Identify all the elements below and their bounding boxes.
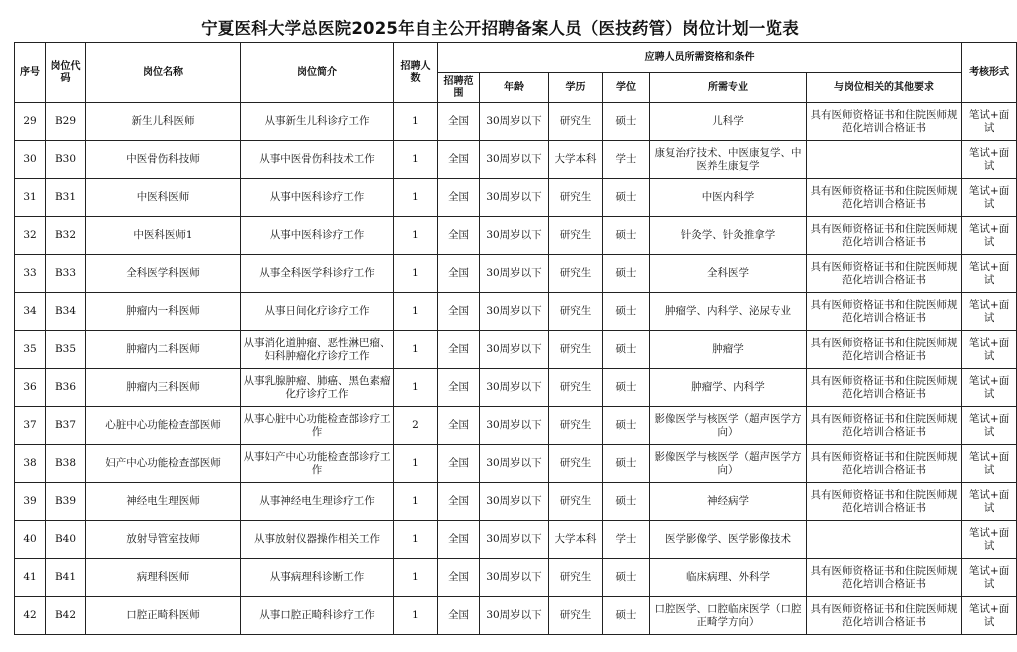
cell-intro: 从事病理科诊断工作 (241, 559, 394, 597)
cell-scope: 全国 (438, 369, 480, 407)
cell-age: 30周岁以下 (480, 331, 549, 369)
cell-intro: 从事神经电生理诊疗工作 (241, 483, 394, 521)
cell-code: B39 (46, 483, 86, 521)
cell-age: 30周岁以下 (480, 255, 549, 293)
cell-education: 研究生 (549, 559, 603, 597)
cell-age: 30周岁以下 (480, 407, 549, 445)
cell-other: 具有医师资格证书和住院医师规范化培训合格证书 (807, 597, 962, 635)
table-row (15, 255, 1017, 293)
cell-exam: 笔试+面试 (962, 445, 1017, 483)
cell-major: 康复治疗技术、中医康复学、中医养生康复学 (650, 141, 807, 179)
cell-intro: 从事乳腺肿瘤、肺癌、黑色素瘤化疗诊疗工作 (241, 369, 394, 407)
cell-degree: 硕士 (603, 255, 650, 293)
header-code: 岗位代码 (46, 43, 86, 103)
cell-intro: 从事日间化疗诊疗工作 (241, 293, 394, 331)
cell-major: 口腔医学、口腔临床医学（口腔正畸学方向） (650, 597, 807, 635)
cell-degree: 硕士 (603, 407, 650, 445)
cell-name: 心脏中心功能检查部医师 (86, 407, 241, 445)
cell-name: 放射导管室技师 (86, 521, 241, 559)
table-row (15, 407, 1017, 445)
cell-education: 研究生 (549, 407, 603, 445)
table-header-row (15, 43, 1017, 73)
cell-major: 儿科学 (650, 103, 807, 141)
cell-seq: 37 (15, 407, 46, 445)
cell-scope: 全国 (438, 597, 480, 635)
cell-other: 具有医师资格证书和住院医师规范化培训合格证书 (807, 331, 962, 369)
cell-exam: 笔试+面试 (962, 369, 1017, 407)
cell-education: 研究生 (549, 483, 603, 521)
cell-seq: 34 (15, 293, 46, 331)
cell-major: 肿瘤学、内科学、泌尿专业 (650, 293, 807, 331)
cell-other (807, 141, 962, 179)
cell-name: 全科医学科医师 (86, 255, 241, 293)
cell-age: 30周岁以下 (480, 217, 549, 255)
cell-scope: 全国 (438, 331, 480, 369)
cell-count: 1 (394, 369, 438, 407)
table-row (15, 331, 1017, 369)
position-plan-table (14, 42, 1017, 635)
cell-major: 中医内科学 (650, 179, 807, 217)
cell-name: 肿瘤内三科医师 (86, 369, 241, 407)
table-row (15, 141, 1017, 179)
cell-age: 30周岁以下 (480, 597, 549, 635)
cell-major: 医学影像学、医学影像技术 (650, 521, 807, 559)
cell-intro: 从事全科医学科诊疗工作 (241, 255, 394, 293)
table-row (15, 559, 1017, 597)
cell-age: 30周岁以下 (480, 293, 549, 331)
cell-name: 中医科医师1 (86, 217, 241, 255)
cell-exam: 笔试+面试 (962, 597, 1017, 635)
cell-count: 1 (394, 483, 438, 521)
cell-other: 具有医师资格证书和住院医师规范化培训合格证书 (807, 369, 962, 407)
cell-degree: 学士 (603, 521, 650, 559)
cell-other: 具有医师资格证书和住院医师规范化培训合格证书 (807, 445, 962, 483)
cell-code: B29 (46, 103, 86, 141)
table-row (15, 597, 1017, 635)
cell-intro: 从事中医科诊疗工作 (241, 217, 394, 255)
cell-education: 研究生 (549, 255, 603, 293)
cell-seq: 29 (15, 103, 46, 141)
cell-name: 中医科医师 (86, 179, 241, 217)
cell-exam: 笔试+面试 (962, 179, 1017, 217)
cell-seq: 40 (15, 521, 46, 559)
cell-code: B34 (46, 293, 86, 331)
cell-major: 肿瘤学 (650, 331, 807, 369)
cell-exam: 笔试+面试 (962, 559, 1017, 597)
cell-exam: 笔试+面试 (962, 293, 1017, 331)
cell-code: B40 (46, 521, 86, 559)
cell-seq: 35 (15, 331, 46, 369)
cell-seq: 39 (15, 483, 46, 521)
header-seq: 序号 (15, 43, 46, 103)
cell-major: 影像医学与核医学（超声医学方向） (650, 445, 807, 483)
cell-major: 肿瘤学、内科学 (650, 369, 807, 407)
cell-count: 1 (394, 597, 438, 635)
cell-scope: 全国 (438, 521, 480, 559)
cell-count: 1 (394, 445, 438, 483)
cell-name: 病理科医师 (86, 559, 241, 597)
table-row (15, 521, 1017, 559)
cell-exam: 笔试+面试 (962, 331, 1017, 369)
cell-intro: 从事新生儿科诊疗工作 (241, 103, 394, 141)
cell-other (807, 521, 962, 559)
cell-degree: 硕士 (603, 331, 650, 369)
cell-name: 妇产中心功能检查部医师 (86, 445, 241, 483)
cell-intro: 从事心脏中心功能检查部诊疗工作 (241, 407, 394, 445)
cell-other: 具有医师资格证书和住院医师规范化培训合格证书 (807, 483, 962, 521)
cell-code: B35 (46, 331, 86, 369)
cell-count: 1 (394, 141, 438, 179)
header-intro: 岗位简介 (241, 43, 394, 103)
cell-count: 1 (394, 217, 438, 255)
header-age: 年龄 (480, 73, 549, 103)
table-row (15, 369, 1017, 407)
page-title: 宁夏医科大学总医院2025年自主公开招聘备案人员（医技药管）岗位计划一览表 (201, 19, 799, 38)
cell-count: 1 (394, 559, 438, 597)
cell-other: 具有医师资格证书和住院医师规范化培训合格证书 (807, 407, 962, 445)
cell-age: 30周岁以下 (480, 369, 549, 407)
cell-major: 针灸学、针灸推拿学 (650, 217, 807, 255)
cell-degree: 学士 (603, 141, 650, 179)
cell-name: 中医骨伤科技师 (86, 141, 241, 179)
cell-seq: 30 (15, 141, 46, 179)
header-count: 招聘人数 (394, 43, 438, 103)
cell-exam: 笔试+面试 (962, 103, 1017, 141)
cell-other: 具有医师资格证书和住院医师规范化培训合格证书 (807, 293, 962, 331)
cell-degree: 硕士 (603, 559, 650, 597)
cell-code: B31 (46, 179, 86, 217)
cell-major: 全科医学 (650, 255, 807, 293)
cell-code: B38 (46, 445, 86, 483)
cell-name: 肿瘤内二科医师 (86, 331, 241, 369)
header-education: 学历 (549, 73, 603, 103)
cell-exam: 笔试+面试 (962, 141, 1017, 179)
cell-degree: 硕士 (603, 217, 650, 255)
cell-code: B41 (46, 559, 86, 597)
cell-education: 大学本科 (549, 141, 603, 179)
table-row (15, 217, 1017, 255)
cell-education: 研究生 (549, 217, 603, 255)
cell-seq: 38 (15, 445, 46, 483)
cell-other: 具有医师资格证书和住院医师规范化培训合格证书 (807, 179, 962, 217)
cell-scope: 全国 (438, 483, 480, 521)
cell-seq: 32 (15, 217, 46, 255)
cell-age: 30周岁以下 (480, 179, 549, 217)
cell-code: B42 (46, 597, 86, 635)
cell-name: 肿瘤内一科医师 (86, 293, 241, 331)
cell-age: 30周岁以下 (480, 559, 549, 597)
cell-name: 新生儿科医师 (86, 103, 241, 141)
cell-intro: 从事放射仪器操作相关工作 (241, 521, 394, 559)
cell-other: 具有医师资格证书和住院医师规范化培训合格证书 (807, 217, 962, 255)
cell-count: 2 (394, 407, 438, 445)
cell-intro: 从事妇产中心功能检查部诊疗工作 (241, 445, 394, 483)
cell-count: 1 (394, 331, 438, 369)
cell-major: 临床病理、外科学 (650, 559, 807, 597)
cell-degree: 硕士 (603, 597, 650, 635)
cell-intro: 从事中医科诊疗工作 (241, 179, 394, 217)
cell-name: 口腔正畸科医师 (86, 597, 241, 635)
cell-age: 30周岁以下 (480, 103, 549, 141)
cell-code: B30 (46, 141, 86, 179)
cell-age: 30周岁以下 (480, 141, 549, 179)
cell-education: 研究生 (549, 293, 603, 331)
cell-code: B36 (46, 369, 86, 407)
cell-other: 具有医师资格证书和住院医师规范化培训合格证书 (807, 255, 962, 293)
cell-other: 具有医师资格证书和住院医师规范化培训合格证书 (807, 103, 962, 141)
cell-age: 30周岁以下 (480, 483, 549, 521)
cell-education: 研究生 (549, 445, 603, 483)
cell-scope: 全国 (438, 255, 480, 293)
cell-major: 影像医学与核医学（超声医学方向） (650, 407, 807, 445)
cell-scope: 全国 (438, 217, 480, 255)
cell-scope: 全国 (438, 293, 480, 331)
cell-count: 1 (394, 521, 438, 559)
cell-scope: 全国 (438, 141, 480, 179)
cell-degree: 硕士 (603, 293, 650, 331)
cell-scope: 全国 (438, 445, 480, 483)
table-row (15, 103, 1017, 141)
header-degree: 学位 (603, 73, 650, 103)
cell-degree: 硕士 (603, 369, 650, 407)
cell-other: 具有医师资格证书和住院医师规范化培训合格证书 (807, 559, 962, 597)
cell-code: B32 (46, 217, 86, 255)
cell-age: 30周岁以下 (480, 521, 549, 559)
cell-scope: 全国 (438, 559, 480, 597)
cell-education: 研究生 (549, 179, 603, 217)
cell-seq: 31 (15, 179, 46, 217)
cell-exam: 笔试+面试 (962, 521, 1017, 559)
cell-count: 1 (394, 293, 438, 331)
header-other: 与岗位相关的其他要求 (807, 73, 962, 103)
cell-seq: 42 (15, 597, 46, 635)
cell-degree: 硕士 (603, 103, 650, 141)
cell-education: 研究生 (549, 597, 603, 635)
header-name: 岗位名称 (86, 43, 241, 103)
cell-education: 研究生 (549, 331, 603, 369)
cell-scope: 全国 (438, 179, 480, 217)
cell-intro: 从事消化道肿瘤、恶性淋巴瘤、妇科肿瘤化疗诊疗工作 (241, 331, 394, 369)
cell-name: 神经电生理医师 (86, 483, 241, 521)
table-row (15, 445, 1017, 483)
cell-education: 研究生 (549, 369, 603, 407)
cell-exam: 笔试+面试 (962, 407, 1017, 445)
header-scope: 招聘范围 (438, 73, 480, 103)
cell-count: 1 (394, 179, 438, 217)
table-row (15, 179, 1017, 217)
cell-scope: 全国 (438, 407, 480, 445)
cell-exam: 笔试+面试 (962, 255, 1017, 293)
cell-count: 1 (394, 103, 438, 141)
header-major: 所需专业 (650, 73, 807, 103)
cell-code: B33 (46, 255, 86, 293)
cell-degree: 硕士 (603, 179, 650, 217)
cell-seq: 41 (15, 559, 46, 597)
cell-age: 30周岁以下 (480, 445, 549, 483)
cell-degree: 硕士 (603, 445, 650, 483)
cell-degree: 硕士 (603, 483, 650, 521)
cell-education: 大学本科 (549, 521, 603, 559)
cell-code: B37 (46, 407, 86, 445)
table-row (15, 483, 1017, 521)
cell-count: 1 (394, 255, 438, 293)
cell-major: 神经病学 (650, 483, 807, 521)
cell-intro: 从事口腔正畸科诊疗工作 (241, 597, 394, 635)
table-row (15, 293, 1017, 331)
cell-seq: 33 (15, 255, 46, 293)
cell-education: 研究生 (549, 103, 603, 141)
cell-scope: 全国 (438, 103, 480, 141)
cell-exam: 笔试+面试 (962, 217, 1017, 255)
cell-exam: 笔试+面试 (962, 483, 1017, 521)
cell-intro: 从事中医骨伤科技术工作 (241, 141, 394, 179)
header-conditions: 应聘人员所需资格和条件 (438, 43, 962, 73)
header-exam: 考核形式 (962, 43, 1017, 103)
cell-seq: 36 (15, 369, 46, 407)
